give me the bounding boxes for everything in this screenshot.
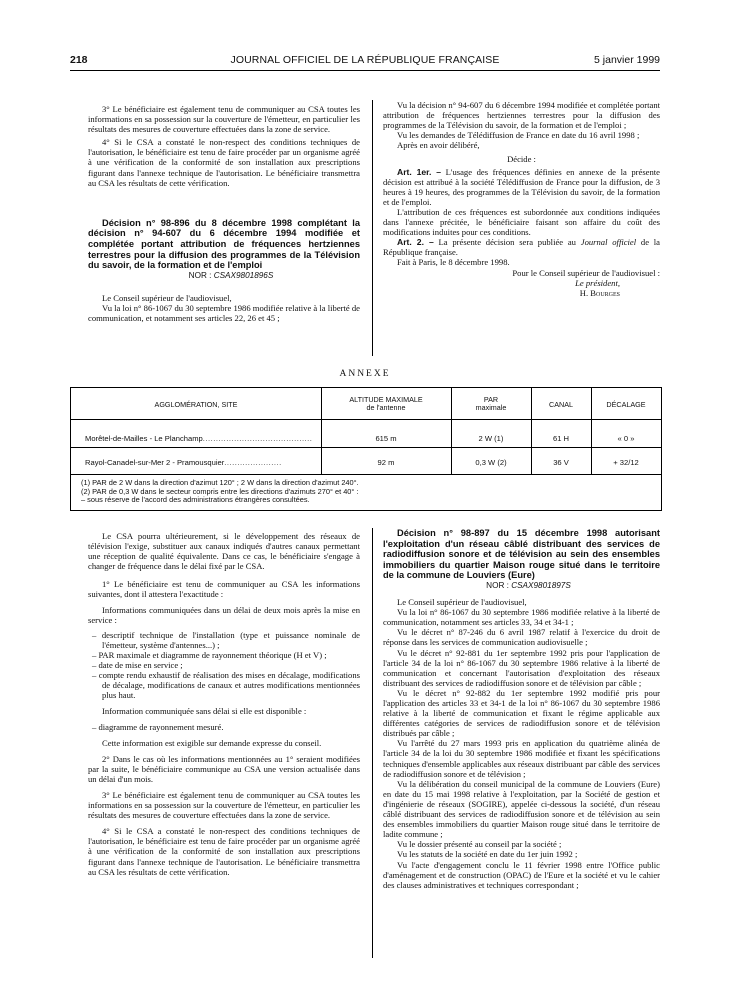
paragraph: Vu les demandes de Télédiffusion de France en date du 16 avril 1998 ; — [397, 130, 640, 141]
decision-title: Décision n° 98-896 du 8 décembre 1998 complétant la décision n° 94-607 du 6 décembre 1994 modifiée et complétée portant attribution de fréquences hertziennes terrestres pour la diffusion des programmes de la Télévision du savoir, de la formation et de l'emploi — [88, 217, 360, 271]
page-header — [70, 54, 660, 70]
paragraph: Vu les statuts de la société en date du 1er juin 1992 ; — [397, 849, 578, 860]
paragraph: 3° Le bénéficiaire est également tenu de communiquer au CSA toutes les informations en sa possession sur la couverture de l'émetteur, en particulier les résultats des mesures de couverture effectuées dans la zone de service. — [88, 104, 360, 135]
paragraph: Vu la loi n° 86-1067 du 30 septembre 1986 modifiée relative à la liberté de communication, et notamment ses articles 22, 26 et 45 ; — [88, 302, 360, 323]
article-1 — [383, 167, 660, 207]
site-cell: Morêtel-de-Mailles - Le Planchamp — [85, 434, 203, 443]
list-item: – compte rendu exhaustif de réalisation des mises en décalage, modifications de décalage, modifications de canaux et autres modifications mentionnées plus haut. — [92, 670, 360, 701]
paragraph: Le Conseil supérieur de l'audiovisuel, — [397, 597, 527, 608]
signature-role: Le président, — [575, 277, 620, 288]
paragraph: 1° Le bénéficiaire est tenu de communiquer au CSA les informations suivantes, dont il attestera l'exactitude : — [88, 579, 360, 600]
article-text: La présente décision sera publiée au — [438, 237, 576, 248]
nor-label: NOR : — [188, 270, 212, 280]
paragraph: Vu la délibération du conseil municipal de la commune de Louviers (Eure) en date du 15 mai 1998 relative à l'exploitation, par la Société de gestion et d'ingénierie de réseaux (SOGIRE), appelée ci-dessous la société, d'un réseau câblé distribuant des services de radiodiffusion sonore et de télévision au sein des ensembles immobiliers du quartier Maison rouge situé dans le territoire de ladite commune ; — [383, 778, 660, 840]
paragraph: Information communiquée sans délai si elle est disponible : — [102, 706, 307, 717]
altitude-cell: 615 m — [375, 434, 397, 443]
decalage-cell: « 0 » — [617, 434, 635, 443]
table-note: (2) PAR de 0,3 W dans le secteur compris entre les directions d'azimuts 270° et 40° : — [81, 486, 359, 496]
list-item: – descriptif technique de l'installation (type et puissance nominale de l'émetteur, système d'antennes...) ; — [92, 629, 360, 650]
annexe-title: ANNEXE — [339, 369, 391, 379]
table-row: Rayol-Canadel-sur-Mer 2 - Pramousquier...................... — [85, 458, 282, 467]
list-item: – date de mise en service ; — [92, 660, 183, 671]
column-header — [531, 401, 591, 409]
paragraph: Informations communiquées dans un délai de deux mois après la mise en service : — [88, 604, 360, 625]
article-text: L'usage des fréquences définies en annexe de la présente décision est attribué à la société Télédiffusion de France pour la diffusion, de 3 heures à 19 heures, des programmes de la Télévision du savoir, de la formation et de l'emploi. — [383, 166, 660, 207]
paragraph: Cette information est exigible sur demande expresse du conseil. — [102, 737, 322, 748]
annexe-table — [70, 387, 662, 511]
nor-label: NOR : — [486, 580, 509, 590]
paragraph: Le Conseil supérieur de l'audiovisuel, — [102, 292, 232, 303]
page-number: 218 — [70, 54, 88, 66]
column-header — [321, 396, 451, 412]
par-cell: 0,3 W (2) — [475, 458, 507, 467]
signature-line: Pour le Conseil supérieur de l'audiovisuel : — [512, 267, 660, 278]
top-right-column — [383, 100, 660, 298]
paragraph: Vu l'acte d'engagement conclu le 11 février 1998 entre l'Office public d'aménagement et de construction (OPAC) de l'Eure et la société et vu le cahier des clauses administratives et techniques correspondant ; — [383, 859, 660, 890]
article-label: Art. 2. – — [397, 237, 434, 248]
column-header-sublabel: maximale — [475, 403, 507, 412]
top-left-column — [88, 104, 360, 323]
site-cell: Rayol-Canadel-sur-Mer 2 - Pramousquier — [85, 458, 225, 467]
column-divider — [372, 528, 373, 958]
column-divider — [372, 100, 373, 356]
column-header-label: AGGLOMÉRATION, SITE — [154, 400, 238, 409]
decision-title: Décision n° 98-897 du 15 décembre 1998 autorisant l'exploitation d'un réseau câblé distribuant des services de radiodiffusion sonore et de télévision au sein des ensembles immobiliers du quartier Maison rouge situé dans le territoire de la commune de Louviers (Eure) — [383, 528, 660, 581]
paragraph: 2° Dans le cas où les informations mentionnées au 1° seraient modifiées par la suite, le bénéficiaire communique au CSA une version actualisée dans un délai d'un mois. — [88, 753, 360, 784]
decide-heading: Décide : — [507, 154, 536, 165]
paragraph: Après en avoir délibéré, — [397, 140, 480, 151]
paragraph: Le CSA pourra ultérieurement, si le développement des réseaux de télévision l'exige, substituer aux canaux indiqués d'autres canaux permettant une réception de qualité équivalente. Dans ce cas, le bénéficiaire s'engage à changer de fréquence dans le délai fixé par le CSA. — [88, 531, 360, 572]
paragraph: Vu le décret n° 92-881 du 1er septembre 1992 pris pour l'application de l'article 34 de la loi n° 86-1067 du 30 septembre 1986 relative à la liberté de communication et concernant l'autorisation d'exploitation des réseaux distribuant des services de radiodiffusion sonore et de télévision par câble ; — [383, 647, 660, 688]
table-row: Morêtel-de-Mailles - Le Planchamp.......................................... — [85, 434, 313, 443]
column-header-label: PAR — [483, 395, 499, 404]
column-header — [451, 396, 531, 412]
paragraph: L'attribution de ces fréquences est subordonnée aux conditions indiquées dans l'annexe précitée, le bénéficiaire faisant son affaire du coût des modifications induites pour ces conditions. — [383, 206, 660, 238]
article-label: Art. 1er. – — [397, 166, 442, 177]
nor-code: CSAX9801897S — [511, 580, 571, 590]
list-item: – diagramme de rayonnement mesuré. — [92, 721, 224, 732]
table-notes — [81, 479, 359, 505]
decalage-cell: + 32/12 — [613, 458, 639, 467]
paragraph: 3° Le bénéficiaire est également tenu de communiquer au CSA toutes les informations en sa possession sur la couverture de l'émetteur, en particulier les résultats des mesures de couverture effectuées dans la zone de service. — [88, 789, 360, 821]
column-header-sublabel: de l'antenne — [366, 403, 406, 412]
bottom-left-column — [88, 531, 360, 877]
journal-name: Journal officiel — [580, 237, 637, 248]
altitude-cell: 92 m — [377, 458, 395, 467]
column-header-label: DÉCALAGE — [606, 400, 646, 409]
article-text: de la République française. — [383, 237, 660, 258]
nor-reference — [383, 581, 660, 591]
paragraph: 4° Si le CSA a constaté le non-respect des conditions techniques de l'autorisation, le bénéficiaire est tenu de faire procéder par un organisme agréé à une vérification de la conformité de son installation aux prescriptions figurant dans l'annexe technique de l'autorisation. Le bénéficiaire transmettra au CSA les résultats de cette vérification. — [88, 826, 360, 877]
par-cell: 2 W (1) — [478, 434, 504, 443]
paragraph: Vu l'arrêté du 27 mars 1993 pris en application du quatrième alinéa de l'article 34 de la loi du 30 septembre 1986 modifiée et fixant les spécifications techniques d'ensemble applicables aux réseaux distribuant par câble des services de radiodiffusion sonore et de télévision ; — [383, 738, 660, 779]
signature-title — [383, 278, 660, 288]
canal-cell: 61 H — [552, 434, 570, 443]
paragraph: 4° Si le CSA a constaté le non-respect des conditions techniques de l'autorisation, le bénéficiaire est tenu de faire procéder par un organisme agréé à une vérification de la conformité de son installation aux prescriptions figurant dans l'annexe technique de l'autorisation. Le bénéficiaire transmettra au CSA les résultats de cette vérification. — [88, 137, 360, 188]
paragraph: Vu le décret n° 92-882 du 1er septembre 1992 modifié pris pour l'application des articles 33 et 34-1 de la loi n° 86-1067 du 30 septembre 1986 relative à la liberté de communication et fixant le régime applicable aux différentes catégories de services de radiodiffusion sonore et de télévision distribués par câble ; — [383, 687, 660, 739]
paragraph: Vu la décision n° 94-607 du 6 décembre 1994 modifiée et complétée portant attribution de fréquences hertziennes terrestres pour la diffusion des programmes de la Télévision du savoir, de la formation et de l'emploi ; — [383, 100, 660, 131]
table-note: (1) PAR de 2 W dans la direction d'azimut 120° ; 2 W dans la direction d'azimut 240°. — [81, 478, 359, 487]
paragraph: Vu le dossier présenté au conseil par la société ; — [397, 839, 562, 850]
column-header — [591, 401, 661, 409]
table-note: – sous réserve de l'accord des administrations étrangères consultées. — [81, 495, 310, 505]
column-header — [71, 401, 321, 409]
canal-cell: 36 V — [553, 458, 569, 467]
list-item: – PAR maximale et diagramme de rayonnement théorique (H et V) ; — [92, 649, 327, 660]
article-2 — [383, 237, 660, 257]
nor-reference — [88, 271, 360, 281]
column-header-label: ALTITUDE MAXIMALE — [349, 395, 423, 404]
issue-date: 5 janvier 1999 — [594, 54, 660, 66]
bottom-right-column — [383, 528, 660, 890]
journal-title: JOURNAL OFFICIEL DE LA RÉPUBLIQUE FRANÇAISE — [230, 54, 500, 66]
paragraph: Vu la loi n° 86-1067 du 30 septembre 1986 modifiée relative à la liberté de communication, notamment ses articles 33, 34 et 34-1 ; — [383, 607, 660, 628]
signed-date: Fait à Paris, le 8 décembre 1998. — [397, 257, 510, 268]
signature-name: H. Bourges — [579, 287, 620, 298]
nor-code: CSAX9801896S — [213, 270, 274, 280]
header-rule — [70, 70, 660, 71]
column-header-label: CANAL — [549, 400, 573, 409]
paragraph: Vu le décret n° 87-246 du 6 avril 1987 relatif à l'exercice du droit de réponse dans les services de communication audiovisuelle ; — [383, 627, 660, 648]
